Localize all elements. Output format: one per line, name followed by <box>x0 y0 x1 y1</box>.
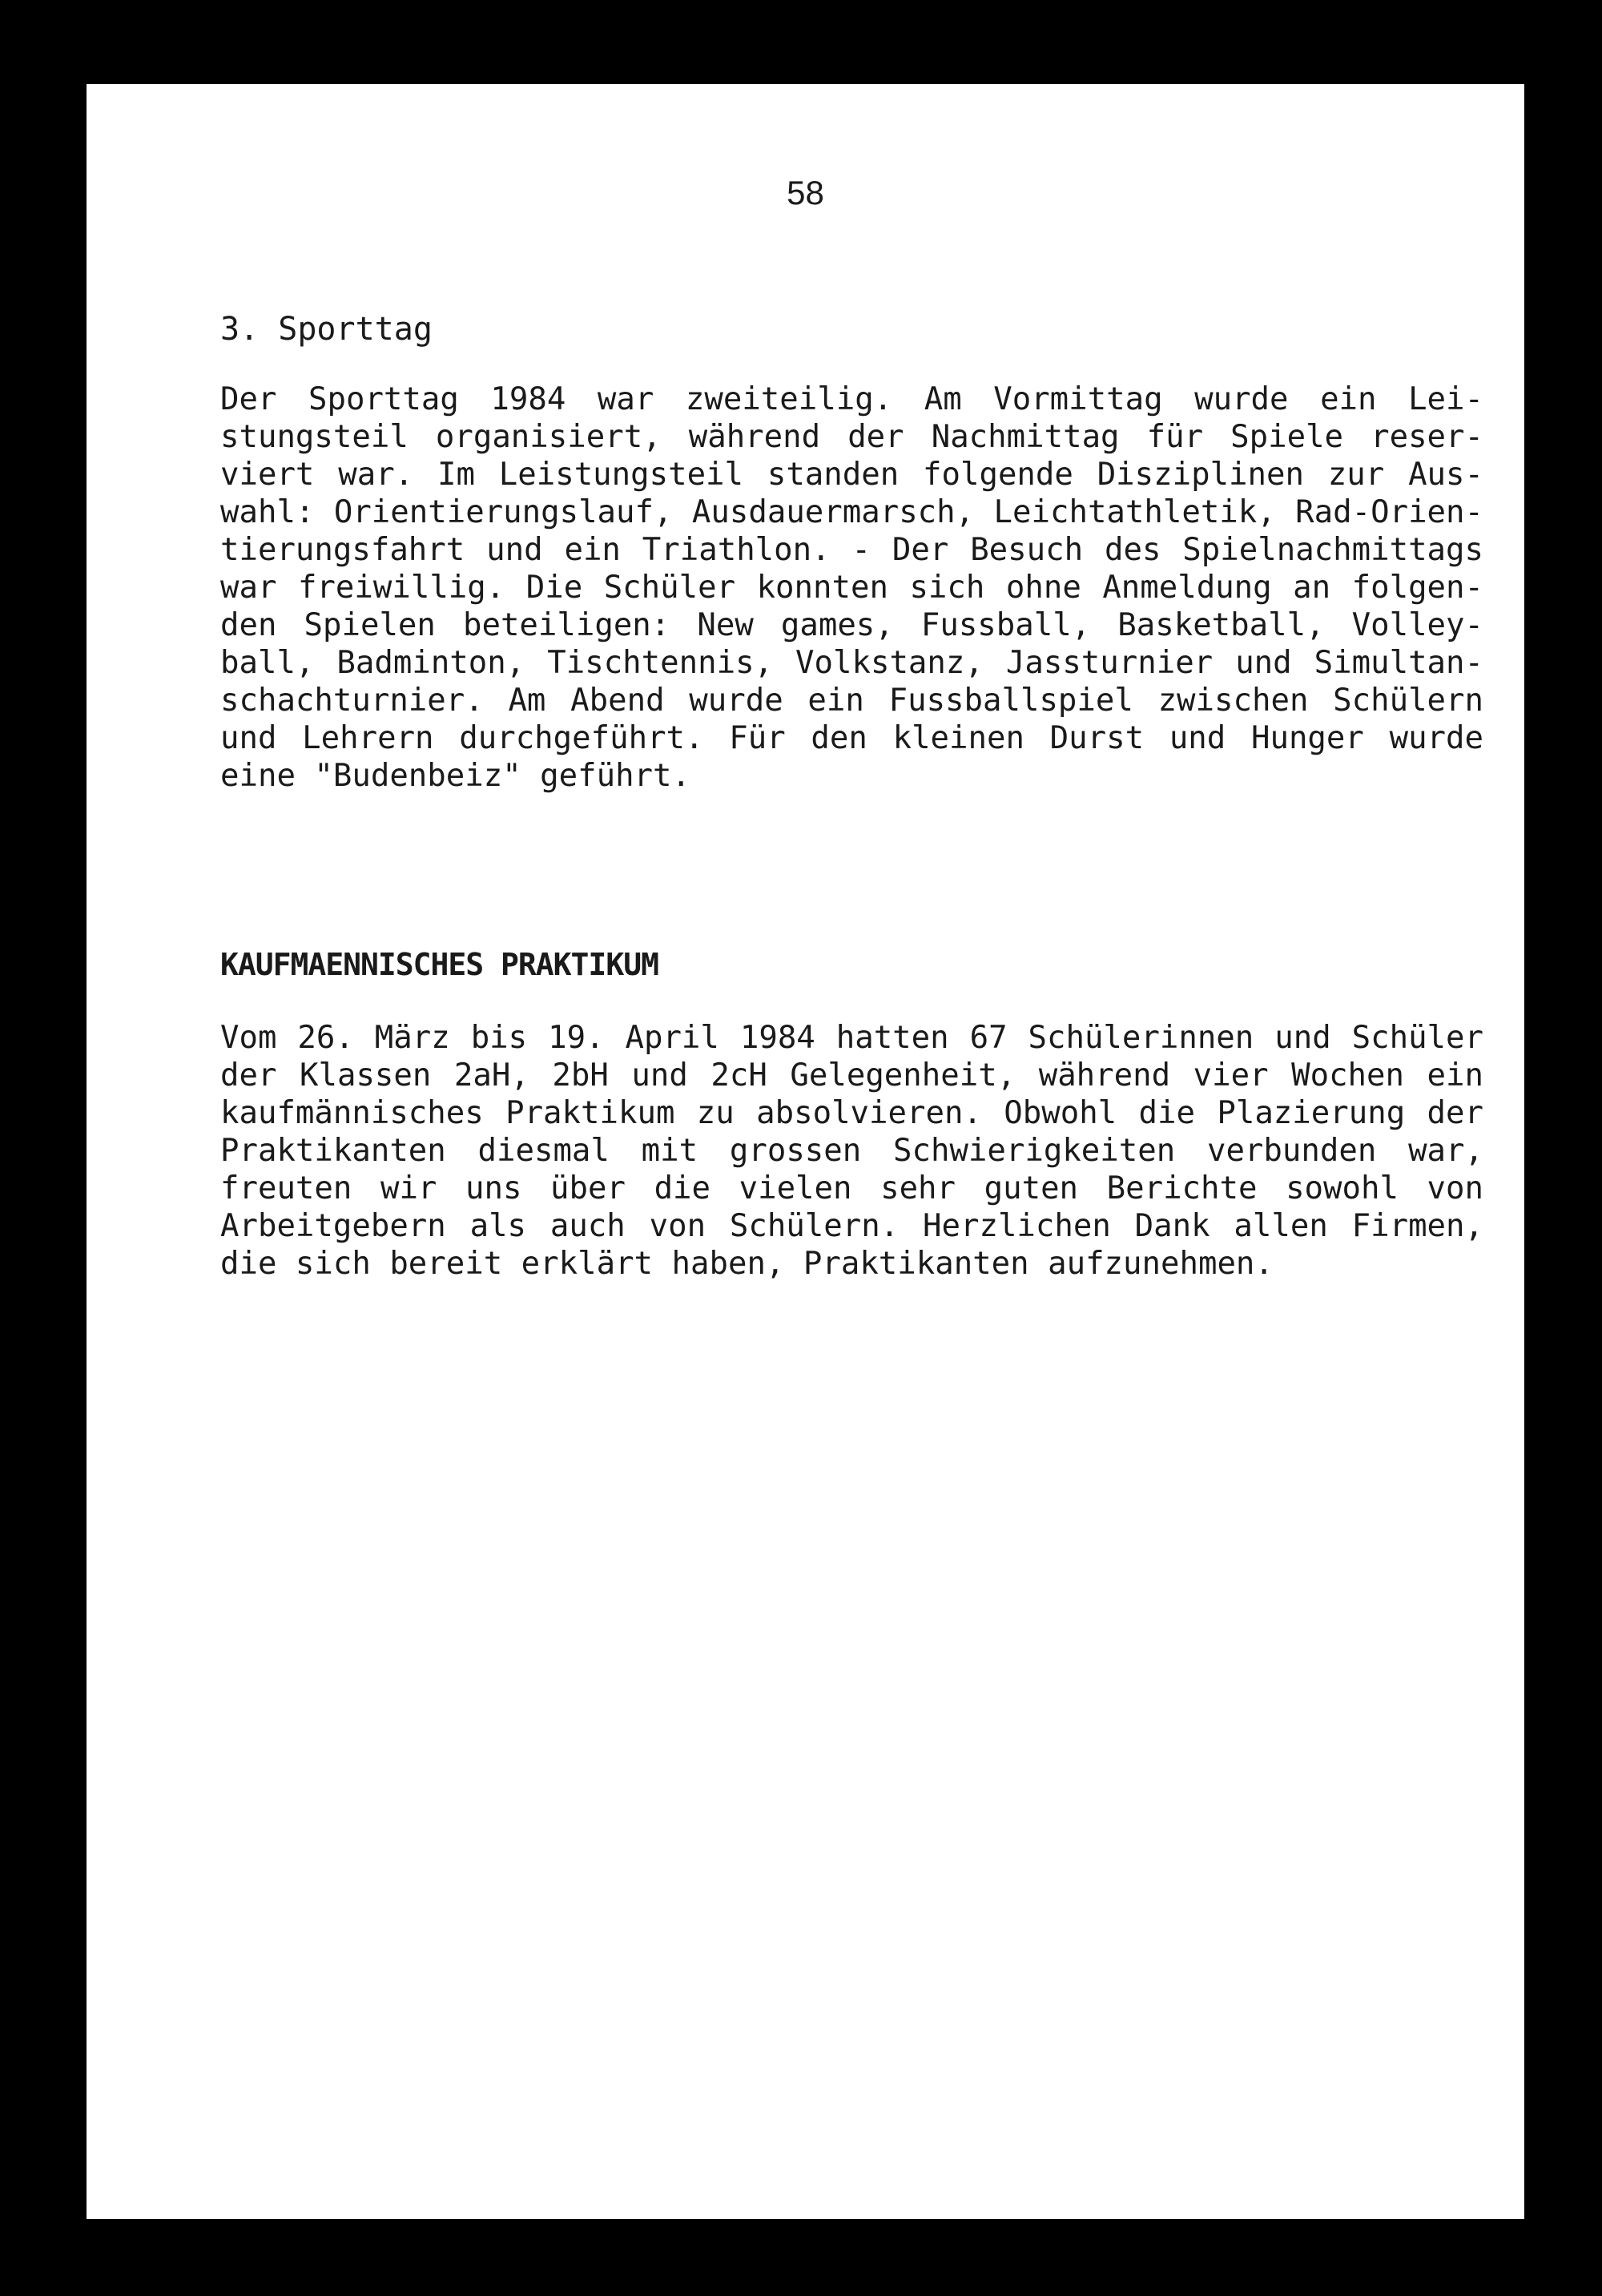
text-line: viert war. Im Leistungsteil standen folgende Disziplinen zur Aus- <box>220 457 1483 493</box>
text-line: Vom 26. März bis 19. April 1984 hatten 67 Schülerinnen und Schüler <box>220 1020 1483 1056</box>
document-page <box>87 84 1524 2219</box>
text-line: und Lehrern durchgeführt. Für den kleinen Durst und Hunger wurde <box>220 720 1483 756</box>
text-line: Praktikanten diesmal mit grossen Schwierigkeiten verbunden war, <box>220 1133 1483 1169</box>
section-heading-sporttag: 3. Sporttag <box>220 311 433 348</box>
text-line: Der Sporttag 1984 war zweiteilig. Am Vormittag wurde ein Lei- <box>220 381 1483 417</box>
section-heading-praktikum: KAUFMAENNISCHES PRAKTIKUM <box>220 947 658 982</box>
text-line: freuten wir uns über die vielen sehr guten Berichte sowohl von <box>220 1170 1483 1206</box>
text-line: wahl: Orientierungslauf, Ausdauermarsch, Leichtathletik, Rad-Orien- <box>220 494 1483 530</box>
paragraph-sporttag <box>220 381 1483 795</box>
text-line: den Spielen beteiligen: New games, Fussball, Basketball, Volley- <box>220 607 1483 643</box>
text-line: stungsteil organisiert, während der Nachmittag für Spiele reser- <box>220 419 1483 455</box>
text-line: kaufmännisches Praktikum zu absolvieren. Obwohl die Plazierung der <box>220 1095 1483 1131</box>
text-line: die sich bereit erklärt haben, Praktikanten aufzunehmen. <box>220 1246 1274 1282</box>
text-line: war freiwillig. Die Schüler konnten sich ohne Anmeldung an folgen- <box>220 570 1483 606</box>
paragraph-praktikum <box>220 1019 1483 1283</box>
text-line: Arbeitgebern als auch von Schülern. Herzlichen Dank allen Firmen, <box>220 1208 1483 1244</box>
text-line: eine "Budenbeiz" geführt. <box>220 758 690 794</box>
text-line: tierungsfahrt und ein Triathlon. - Der Besuch des Spielnachmittags <box>220 532 1483 568</box>
text-line: schachturnier. Am Abend wurde ein Fussballspiel zwischen Schülern <box>220 683 1483 719</box>
page-number: 58 <box>787 174 824 211</box>
text-line: ball, Badminton, Tischtennis, Volkstanz, Jassturnier und Simultan- <box>220 645 1483 681</box>
text-line: der Klassen 2aH, 2bH und 2cH Gelegenheit, während vier Wochen ein <box>220 1057 1483 1094</box>
